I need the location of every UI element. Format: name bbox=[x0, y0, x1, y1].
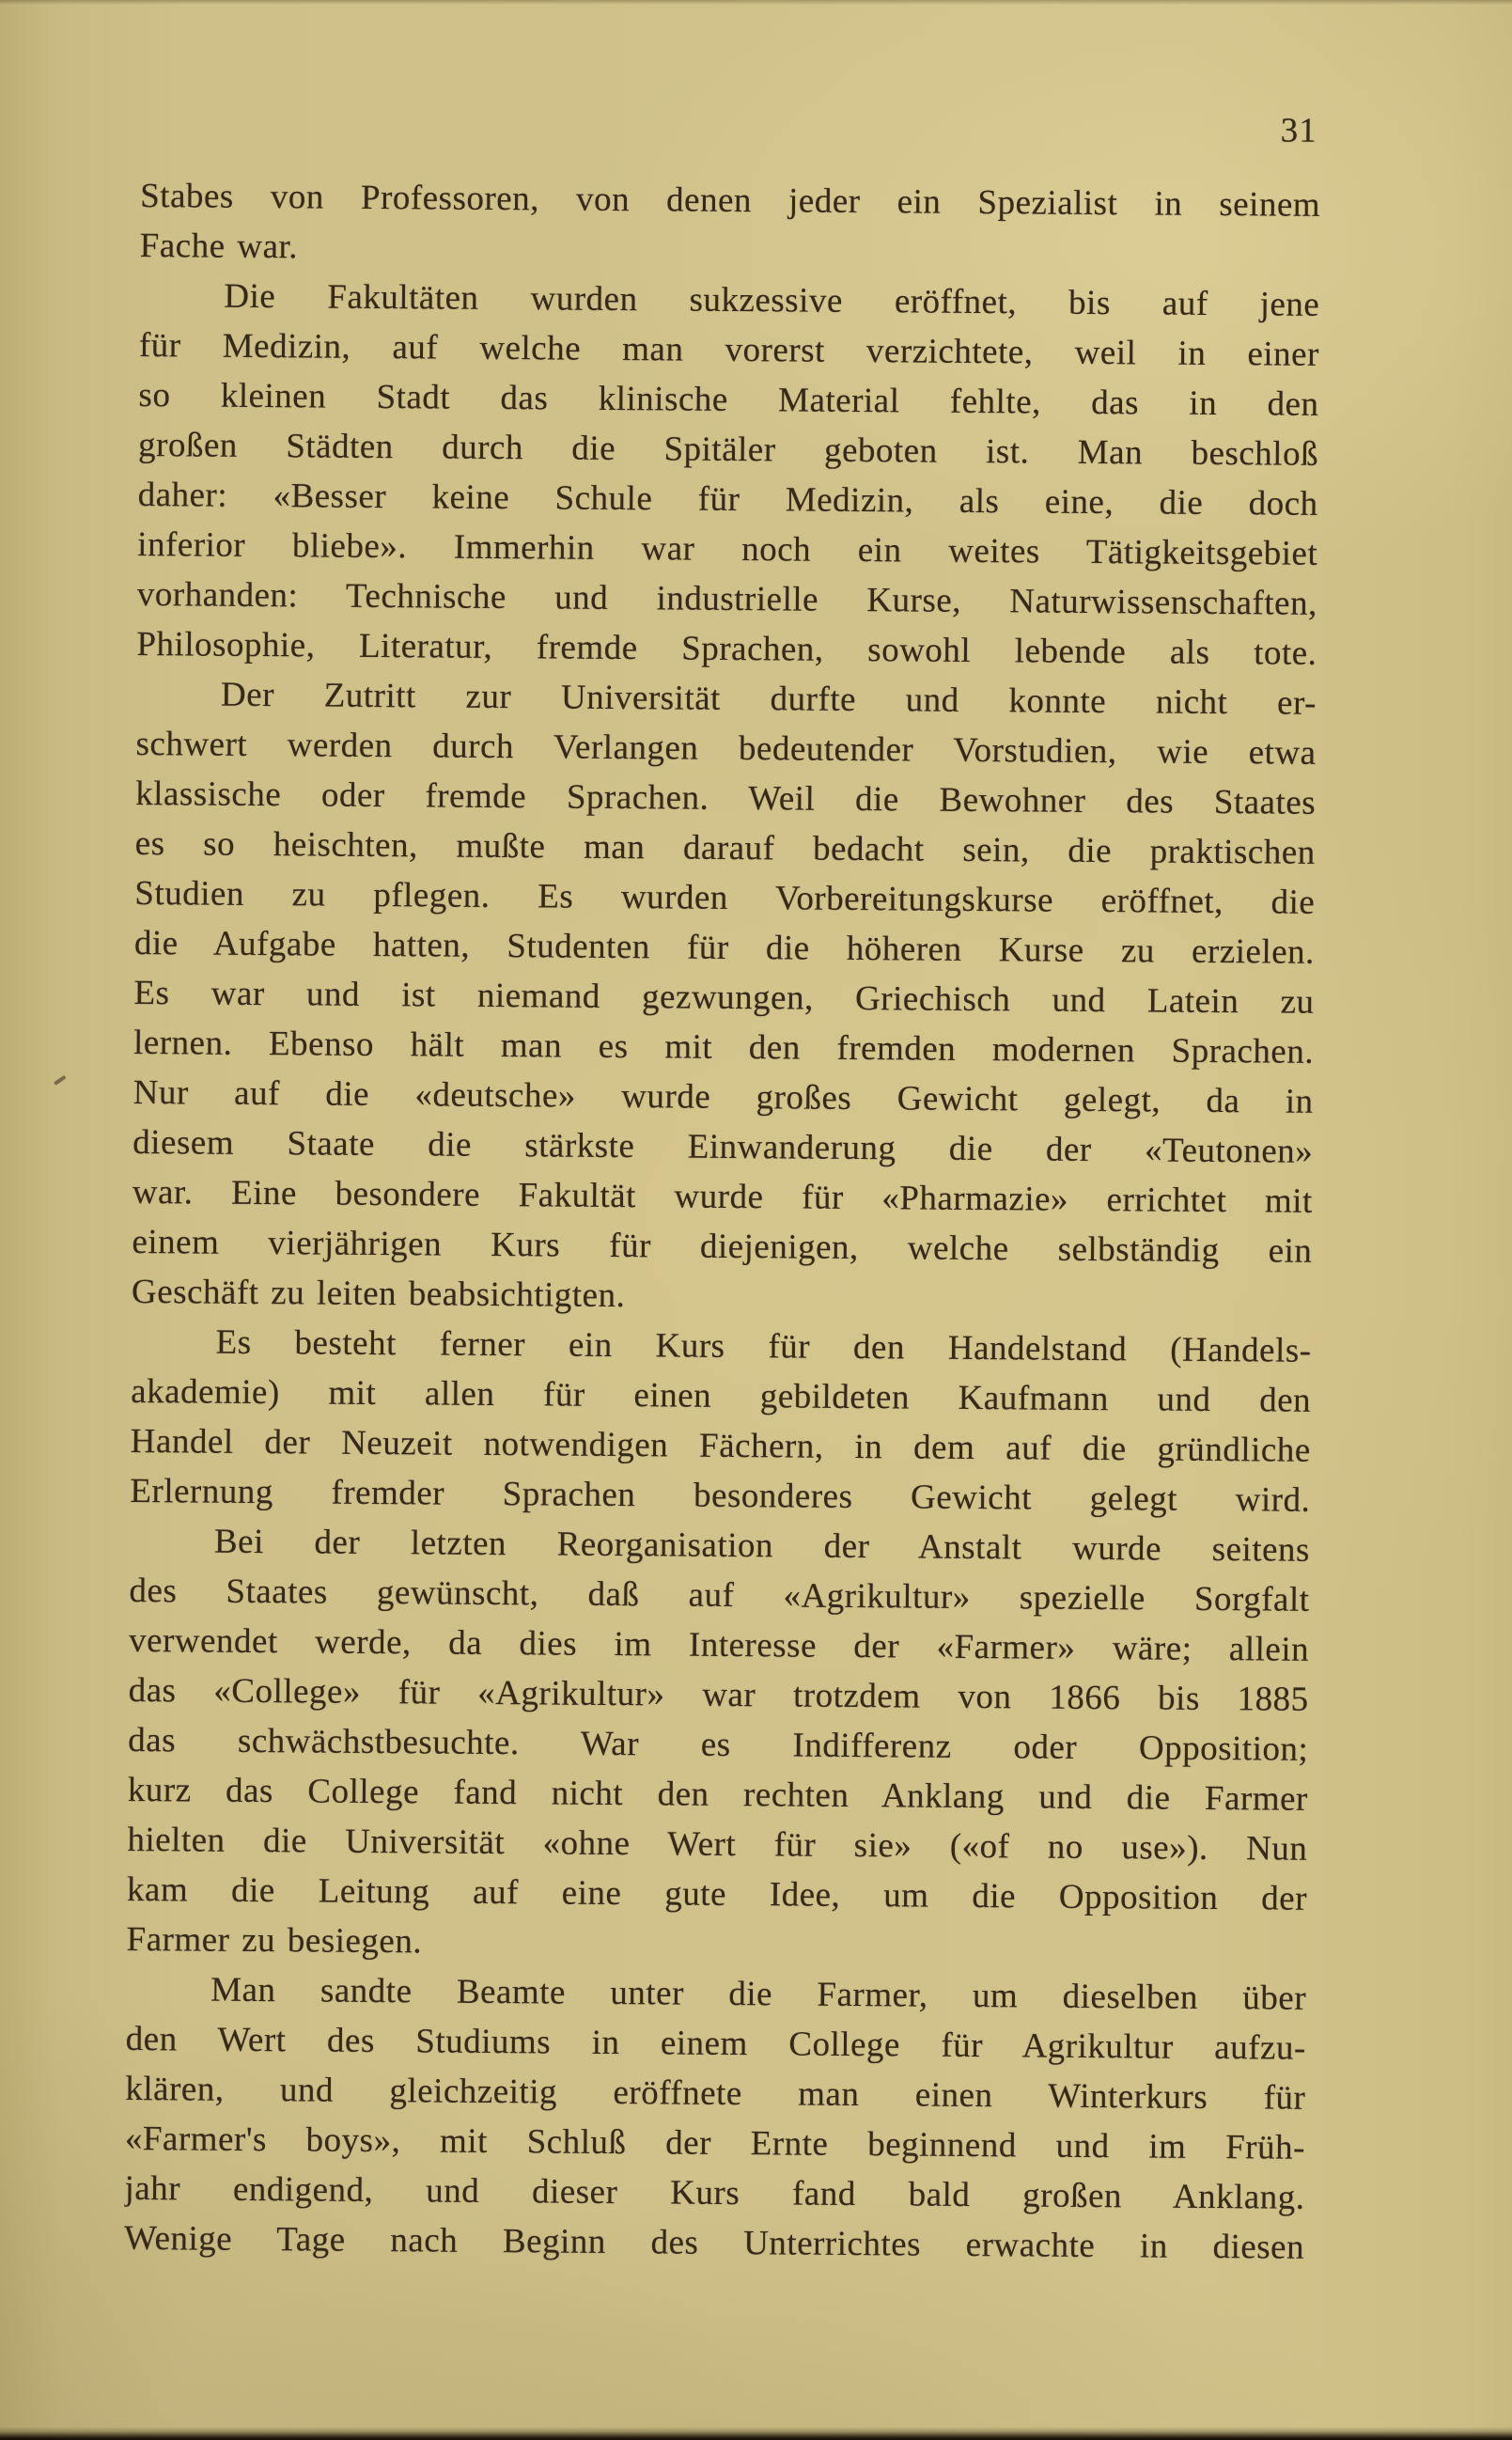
text-block bbox=[124, 98, 1321, 2273]
text-line: vorhanden: Technische und industrielle Kurse, Naturwissenschaften, bbox=[136, 574, 1317, 623]
text-line: Bei der letzten Reorganisation der Anstalt wurde seitens bbox=[213, 1522, 1311, 1570]
text-line: Wenige Tage nach Beginn des Unterrichtes erwachte in diesen bbox=[123, 2218, 1305, 2267]
text-line: das «College» für «Agrikultur» war trotzdem von 1866 bis 1885 bbox=[128, 1670, 1309, 1719]
text-line: Philosophie, Literatur, fremde Sprachen, sowohl lebende als tote. bbox=[136, 624, 1317, 673]
text-line: diesem Staate die stärkste Einwanderung die der «Teutonen» bbox=[132, 1122, 1314, 1171]
paragraph bbox=[140, 171, 1321, 280]
text-line: Der Zutritt zur Universität durfte und konnte nicht er- bbox=[220, 675, 1317, 723]
text-line: so kleinen Stadt das klinische Material fehlte, das in den bbox=[138, 375, 1319, 424]
page-top-edge-shadow bbox=[0, 0, 1512, 5]
text-line: jahr endigend, und dieser Kurs fand bald großen Anklang. bbox=[124, 2168, 1305, 2217]
text-line: lernen. Ebenso hält man es mit den fremden modernen Sprachen. bbox=[132, 1023, 1315, 1071]
text-line: Man sandte Beamte unter die Farmer, um dieselben über bbox=[210, 1970, 1307, 2018]
text-line: hielten die Universität «ohne Wert für sie» («of no use»). Nun bbox=[127, 1820, 1308, 1869]
text-line: des Staates gewünscht, daß auf «Agrikultur» spezielle Sorgfalt bbox=[129, 1571, 1310, 1619]
text-line: verwendet werde, da dies im Interesse der «Farmer» wäre; allein bbox=[128, 1620, 1310, 1669]
text-line: kam die Leitung auf eine gute Idee, um die Opposition der bbox=[126, 1869, 1308, 1918]
text-line: klären, und gleichzeitig eröffnete man einen Winterkurs für bbox=[125, 2069, 1306, 2118]
text-line: Es war und ist niemand gezwungen, Griechisch und Latein zu bbox=[133, 973, 1315, 1022]
text-line: Fache war. bbox=[139, 226, 299, 267]
text-line: Nur auf die «deutsche» wurde großes Gewicht gelegt, da in bbox=[132, 1072, 1314, 1121]
text-line: Es besteht ferner ein Kurs für den Handelstand (Handels- bbox=[215, 1322, 1312, 1370]
text-line: die Aufgabe hatten, Studenten für die höheren Kurse zu erzielen. bbox=[133, 923, 1316, 972]
text-line: großen Städten durch die Spitäler geboten ist. Man beschloß bbox=[137, 425, 1319, 474]
paragraph bbox=[126, 1516, 1310, 1974]
paragraph bbox=[124, 1964, 1306, 2273]
text-line: Stabes von Professoren, von denen jeder ein Spezialist in seinem bbox=[140, 176, 1321, 225]
text-line: Farmer zu besiegen. bbox=[126, 1919, 423, 1962]
text-line: klassische oder fremde Sprachen. Weil die Bewohner des Staates bbox=[135, 774, 1317, 822]
stray-ink-mark bbox=[54, 1075, 67, 1086]
text-line: Studien zu pflegen. Es wurden Vorbereitungskurse eröffnet, die bbox=[134, 873, 1316, 922]
text-line: es so heischten, mußte man darauf bedacht sein, die praktischen bbox=[134, 823, 1316, 872]
paragraph bbox=[136, 271, 1319, 679]
text-line: Handel der Neuzeit notwendigen Fächern, in dem auf die gründliche bbox=[130, 1421, 1311, 1470]
page-bottom-edge-shadow bbox=[0, 2427, 1512, 2440]
text-line: schwert werden durch Verlangen bedeutender Vorstudien, wie etwa bbox=[135, 724, 1317, 773]
text-line: das schwächstbesuchte. War es Indifferenz oder Opposition; bbox=[128, 1720, 1309, 1769]
text-line: einem vierjährigen Kurs für diejenigen, welche selbständig ein bbox=[132, 1222, 1313, 1271]
text-line: für Medizin, auf welche man vorerst verzichtete, weil in einer bbox=[138, 325, 1320, 374]
text-line: kurz das College fand nicht den rechten Anklang und die Farmer bbox=[127, 1770, 1308, 1819]
text-line: daher: «Besser keine Schule für Medizin, als eine, die doch bbox=[137, 475, 1318, 524]
text-column bbox=[124, 171, 1320, 2273]
text-line: akademie) mit allen für einen gebildeten Kaufmann und den bbox=[131, 1371, 1312, 1420]
text-line: Erlernung fremder Sprachen besonderes Gewicht gelegt wird. bbox=[130, 1471, 1311, 1520]
text-line: Geschäft zu leiten beabsichtigten. bbox=[131, 1272, 626, 1316]
text-line: den Wert des Studiums in einem College für Agrikultur aufzu- bbox=[125, 2019, 1306, 2068]
page-number: 31 bbox=[1280, 111, 1317, 150]
text-line: Die Fakultäten wurden sukzessive eröffnet, bis auf jene bbox=[224, 276, 1320, 324]
paragraph bbox=[132, 669, 1317, 1326]
text-line: inferior bliebe». Immerhin war noch ein weites Tätigkeitsgebiet bbox=[137, 524, 1318, 573]
text-line: war. Eine besondere Fakultät wurde für «Pharmazie» errichtet mit bbox=[132, 1172, 1313, 1221]
text-line: «Farmer's boys», mit Schluß der Ernte beginnend und im Früh- bbox=[124, 2119, 1306, 2167]
paragraph bbox=[130, 1317, 1312, 1525]
